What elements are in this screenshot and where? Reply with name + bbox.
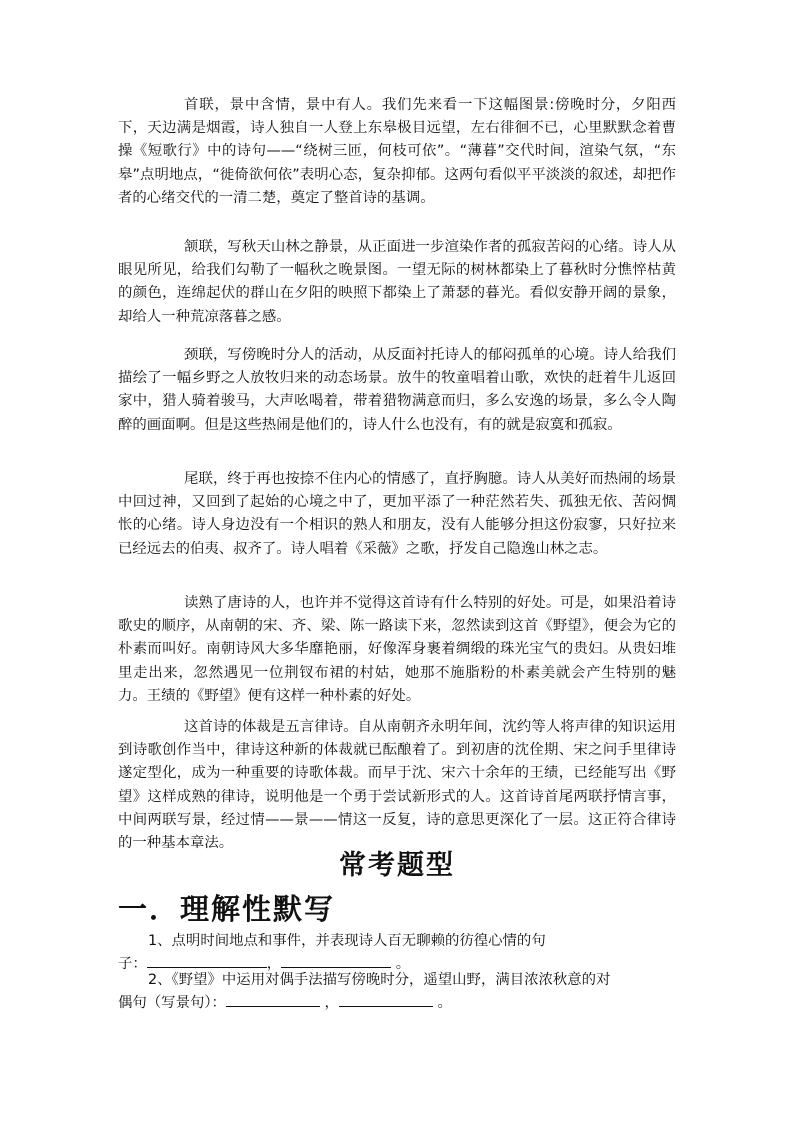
- question-1-sep: ，: [266, 956, 282, 973]
- question-2-prefix: 偶句（写景句）：: [118, 995, 226, 1012]
- paragraph-genre: 这首诗的体裁是五言律诗。自从南朝齐永明年间，沈约等人将声律的知识运用到诗歌创作当中，律诗这种新的体裁就已酝酿着了。到初唐的沈佺期、宋之问手里律诗遂定型化，成为一种重要的诗歌体裁。而早于沈、宋六十余年的王绩，已经能写出《野望》这样成熟的律诗，说明他是一个勇于尝试新形式的人。这首诗首尾两联抒情言事，中间两联写景，经过情——景——情这一反复，诗的意思更深化了一层。这正符合律诗的一种基本章法。: [118, 719, 676, 852]
- answer-blank-1b[interactable]: [281, 953, 391, 968]
- paragraph-appreciation: 读熟了唐诗的人，也许并不觉得这首诗有什么特别的好处。可是，如果沿着诗歌史的顺序，从南朝的宋、齐、梁、陈一路读下来，忽然读到这首《野望》，便会为它的朴素而叫好。南朝诗风大多华靡艳丽，好像浑身裹着绸缎的珠光宝气的贵妇。从贵妇堆里走出来，忽然遇见一位荆钗布裙的村姑，她那不施脂粉的朴素美就会产生特别的魅力。王绩的《野望》便有这样一种朴素的好处。: [118, 595, 676, 704]
- paragraph-hanlian: 颔联，写秋天山林之静景，从正面进一步渲染作者的孤寂苦闷的心绪。诗人从眼见所见，给我们勾勒了一幅秋之晚景图。一望无际的树林都染上了暮秋时分憔悴枯黄的颜色，连绵起伏的群山在夕阳的映照下都染上了萧瑟的暮光。看似安静开阔的景象，却给人一种荒凉落暮之感。: [118, 239, 676, 325]
- answer-blank-2b[interactable]: [339, 992, 433, 1007]
- answer-blank-1a[interactable]: [147, 953, 267, 968]
- question-2-answer-line: [118, 992, 676, 1015]
- question-2-end: 。: [437, 995, 452, 1012]
- question-1-prefix: 子：: [118, 956, 147, 973]
- paragraph-jinglian: 颈联，写傍晚时分人的活动，从反面衬托诗人的郁闷孤单的心境。诗人给我们描绘了一幅乡野之人放牧归来的动态场景。放牛的牧童唱着山歌，欢快的赶着牛儿返回家中，猎人骑着骏马，大声吆喝着，带着猎物满意而归，多么安逸的场景，多么令人陶醉的画面啊。但是这些热闹是他们的，诗人什么也没有，有的就是寂寞和孤寂。: [118, 347, 676, 433]
- answer-blank-2a[interactable]: [226, 992, 320, 1007]
- question-2: [118, 969, 676, 1015]
- paragraph-weilian: 尾联，终于再也按捺不住内心的情感了，直抒胸臆。诗人从美好而热闹的场景中回过神，又回到了起始的心境之中了，更加平添了一种茫然若失、孤独无依、苦闷惆怅的心绪。诗人身边没有一个相识的熟人和朋友，没有人能够分担这份寂寥，只好拉来已经远去的伯夷、叔齐了。诗人唱着《采薇》之歌，抒发自己隐逸山林之志。: [118, 471, 676, 557]
- subsection-title: 一．理解性默写: [118, 892, 336, 926]
- question-1-text: 1、点明时间地点和事件，并表现诗人百无聊赖的彷徨心情的句: [148, 933, 546, 949]
- question-2-sep: ，: [324, 995, 339, 1012]
- section-title: 常考题型: [339, 850, 455, 881]
- question-1-end: 。: [395, 956, 411, 973]
- question-2-text: 2、《野望》中运用对偶手法描写傍晚时分，遥望山野，满目浓浓秋意的对: [148, 972, 611, 988]
- paragraph-shoulian: 首联，景中含情，景中有人。我们先来看一下这幅图景:傍晚时分，夕阳西下，天边满是烟霞，诗人独自一人登上东皋极目远望，左右徘徊不已，心里默默念着曹操《短歌行》中的诗句——“绕树三匝，何枝可依”。“薄暮”交代时间，渲染气氛，“东皋”点明地点，“徙倚欲何依”表明心态，复杂抑郁。这两句看似平平淡淡的叙述，却把作者的心绪交代的一清二楚，奠定了整首诗的基调。: [118, 97, 676, 206]
